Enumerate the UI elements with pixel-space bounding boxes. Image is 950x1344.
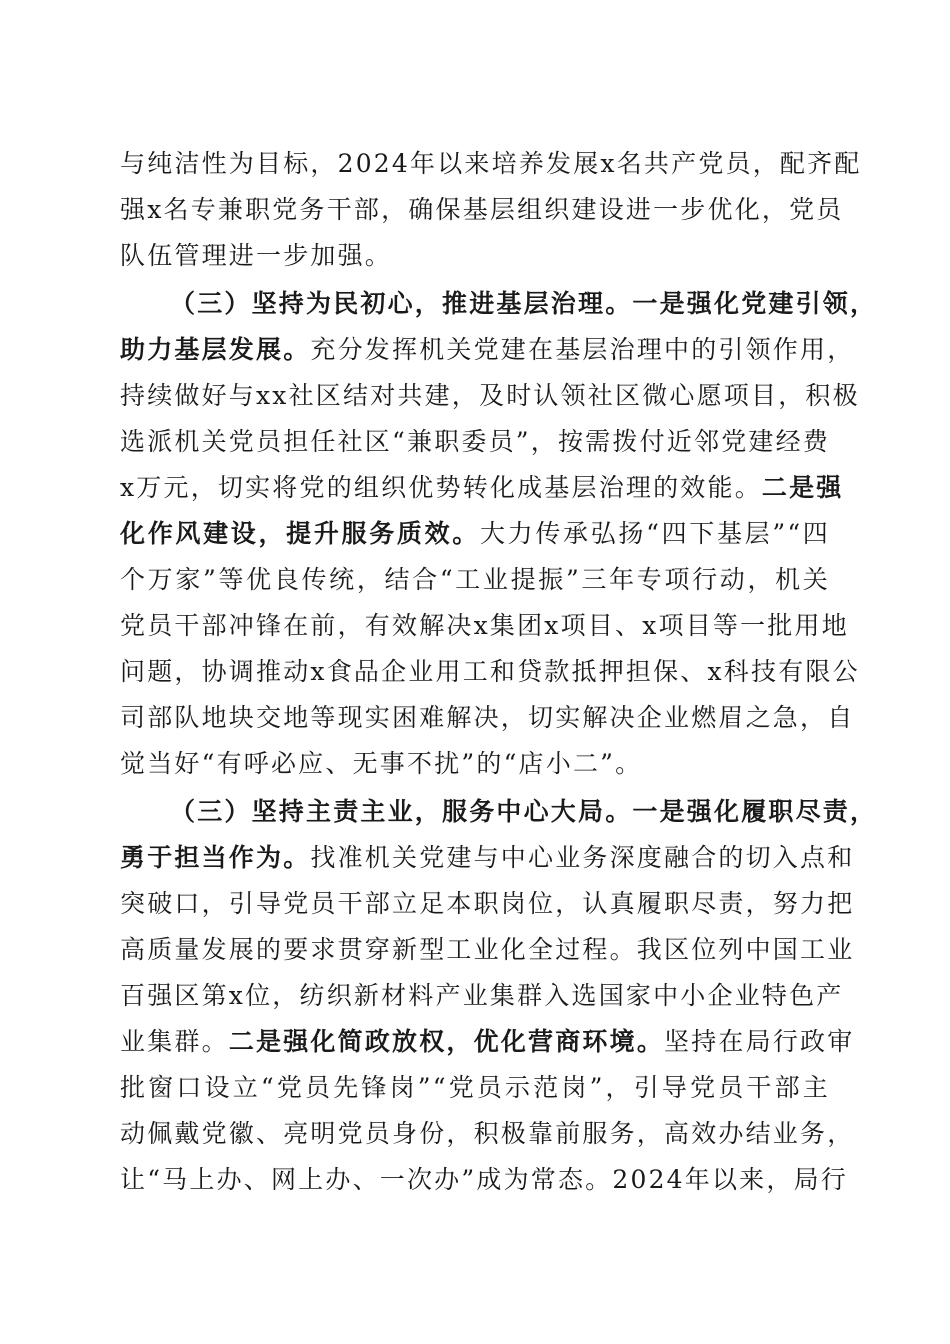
text-line [120,746,642,782]
text-segment: 强x名专兼职党务干部，确保基层组织建设进一步优化，党员 [120,195,844,224]
text-line [120,700,855,736]
text-line [120,1162,848,1198]
section-heading: （三）坚持为民初心，推进基层治理。一是强化党建引领， [170,289,878,318]
text-line [120,1070,830,1106]
text-line [120,332,855,368]
text-segment: 百强区第x位，纺织新材料产业集群入选国家中小企业特色产 [120,981,844,1010]
text-segment: 大力传承弘扬“四下基层”“四 [479,519,830,548]
text-line [120,192,844,228]
text-segment: 业集群。 [120,1027,229,1056]
text-line [120,562,830,598]
text-segment: x万元，切实将党的组织优势转化成基层治理的效能。 [120,473,762,502]
text-segment: 坚持在局行政审 [664,1027,855,1056]
text-segment: 选派机关党员担任社区“兼职委员”，按需拨付近邻党建经费 [120,427,830,456]
text-segment: 批窗口设立“党员先锋岗”“党员示范岗”，引导党员干部主 [120,1073,830,1102]
text-line [120,1024,855,1060]
text-segment: 党员干部冲锋在前，有效解决x集团x项目、x项目等一批用地 [120,611,849,640]
text-segment: 问题，协调推动x食品企业用工和贷款抵押担保、x科技有限公 [120,657,860,686]
text-segment: 队伍管理进一步加强。 [120,241,393,270]
text-line [120,932,855,968]
text-segment: 持续做好与xx社区结对共建，及时认领社区微心愿项目，积极 [120,381,860,410]
text-line [120,470,844,506]
bold-phrase: 化作风建设，提升服务质效。 [120,519,480,548]
text-line [120,978,844,1014]
bold-phrase: 勇于担当作为。 [120,843,311,872]
text-segment: 找准机关党建与中心业务深度融合的切入点和 [310,843,855,872]
text-segment: 与纯洁性为目标，2024年以来培养发展x名共产党员，配齐配 [120,149,862,178]
section-heading: （三）坚持主责主业，服务中心大局。一是强化履职尽责， [170,797,878,826]
bold-phrase: 助力基层发展。 [120,335,311,364]
section-heading-line [170,794,878,830]
text-line [120,1116,855,1152]
text-line [120,146,862,182]
text-line [120,378,860,414]
bold-phrase: 二是强 [761,473,844,502]
text-segment: 觉当好“有呼必应、无事不扰”的“店小二”。 [120,749,643,778]
text-line [120,886,855,922]
text-segment: 司部队地块交地等现实困难解决，切实解决企业燃眉之急，自 [120,703,855,732]
text-line [120,424,830,460]
text-segment: 个万家”等优良传统，结合“工业提振”三年专项行动，机关 [120,565,830,594]
text-line [120,516,830,552]
text-line [120,654,860,690]
text-segment: 高质量发展的要求贯穿新型工业化全过程。我区位列中国工业 [120,935,855,964]
bold-phrase: 二是强化简政放权，优化营商环境。 [228,1027,665,1056]
text-line [120,238,392,274]
text-segment: 让“马上办、网上办、一次办”成为常态。2024年以来，局行 [120,1165,848,1194]
section-heading-line [170,286,878,322]
text-segment: 突破口，引导党员干部立足本职岗位，认真履职尽责，努力把 [120,889,855,918]
text-line [120,608,849,644]
text-segment: 充分发挥机关党建在基层治理中的引领作用， [310,335,855,364]
text-line [120,840,855,876]
text-segment: 动佩戴党徽、亮明党员身份，积极靠前服务，高效办结业务， [120,1119,855,1148]
